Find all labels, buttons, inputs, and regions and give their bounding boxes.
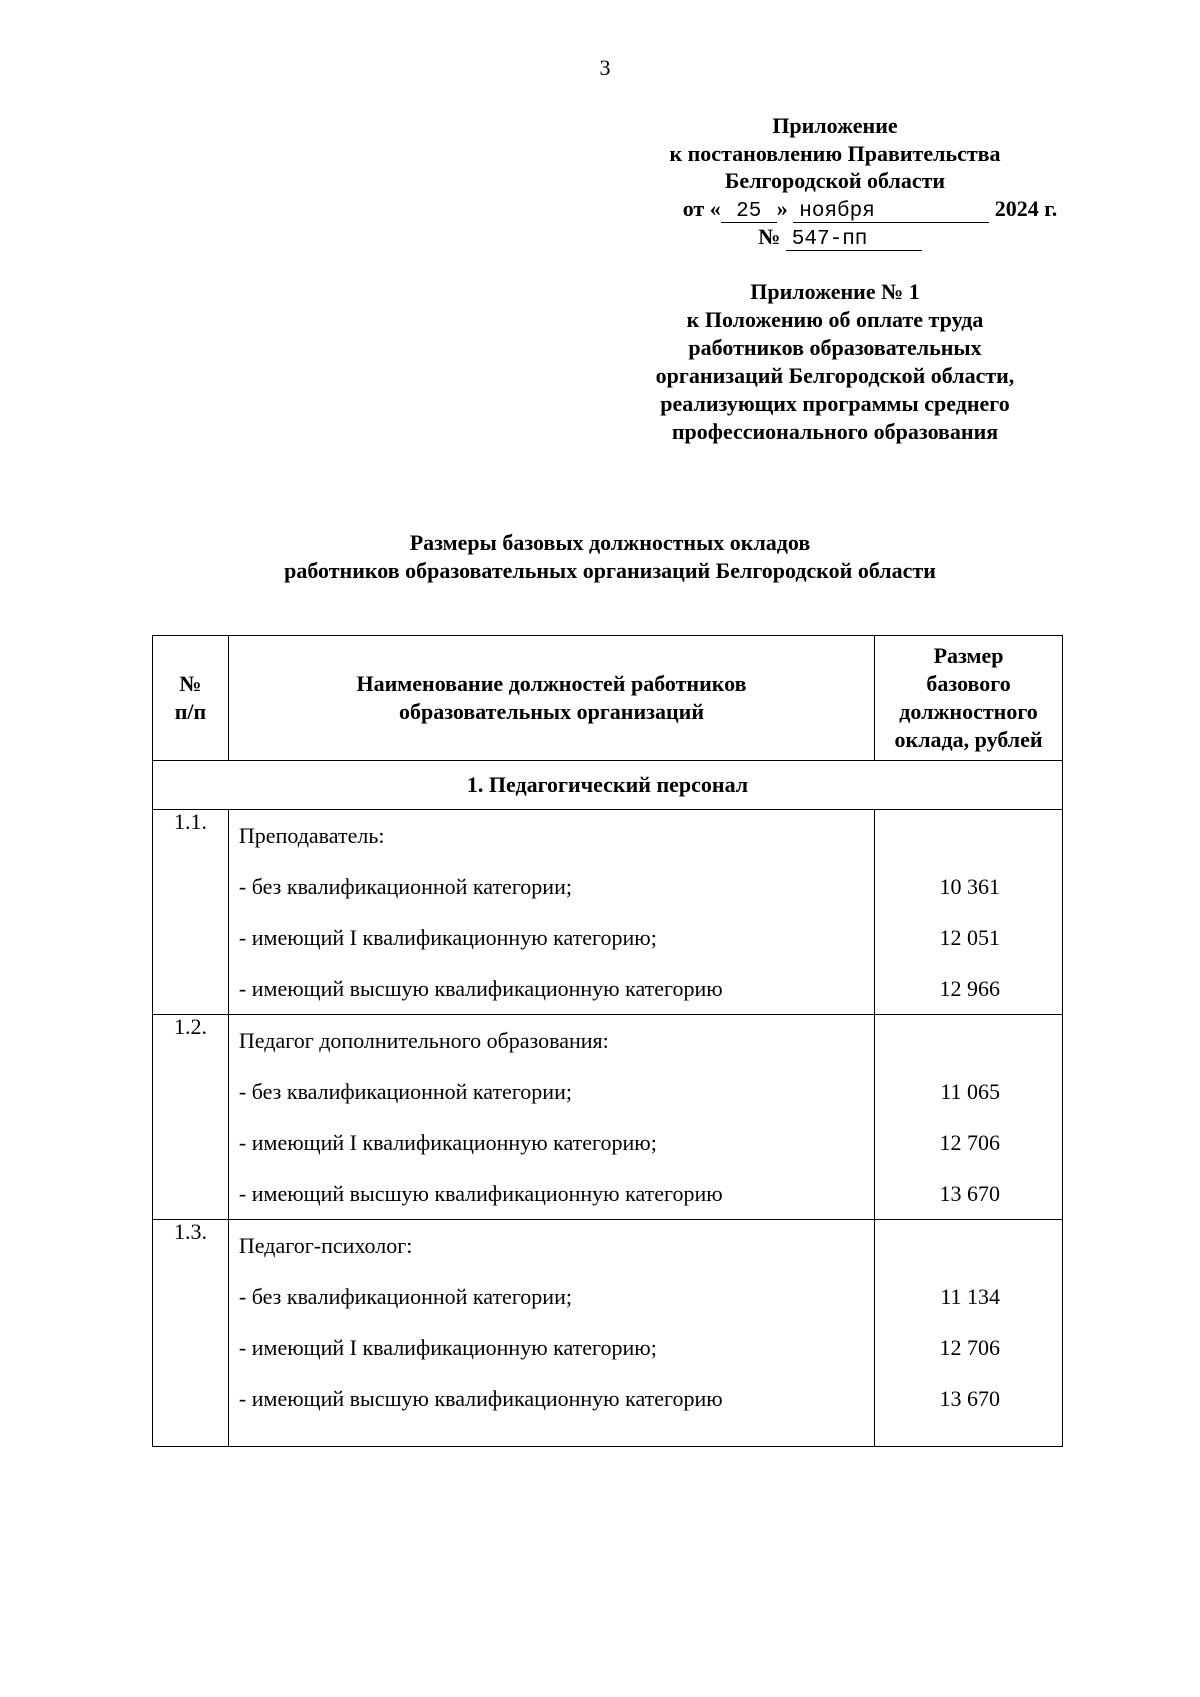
title-line: Размеры базовых должностных окладов [409,530,811,555]
date-day: 25 [721,202,777,223]
salary-value: 12 706 [939,1130,1000,1155]
table-row [153,1220,1063,1447]
approval-line: к постановлению Правительства [669,140,1001,166]
appendix-block [600,278,1070,446]
position-name: - имеющий I квалификационную категорию; [238,925,657,950]
position-cell [228,810,874,1015]
salary-value: 10 361 [939,874,1000,899]
position-name: - имеющий высшую квалификационную категорию [238,1181,723,1206]
salary-cell [875,810,1063,1015]
row-number: 1.3. [153,1220,229,1447]
salary-table [152,635,1063,1447]
title-line: работников образовательных организаций Белгородской области [284,558,936,583]
salary-value: 13 670 [939,1181,1000,1206]
group-title: Преподаватель: [238,823,385,848]
appendix-line: Приложение № 1 [750,279,920,304]
date-year: 2024 г. [994,195,1058,221]
header-num: № п/п [153,636,229,761]
document-title [150,529,1070,585]
approval-date [600,195,1070,223]
salary-value: 12 051 [939,925,1000,950]
row-number: 1.1. [153,810,229,1015]
table-header-row [153,636,1063,761]
number-label: № [758,223,781,249]
position-name: - имеющий I квалификационную категорию; [238,1130,657,1155]
salary-value: 12 706 [939,1335,1000,1360]
salary-value: 11 134 [940,1284,1000,1309]
appendix-line: работников образовательных [688,335,982,360]
salary-value: 12 966 [939,976,1000,1001]
date-prefix: от « [682,195,721,221]
position-name: - имеющий высшую квалификационную категорию [238,1386,723,1411]
group-title: Педагог-психолог: [238,1233,413,1258]
position-name: - без квалификационной категории; [238,874,572,899]
section-title: 1. Педагогический персонал [153,761,1063,810]
approval-number [600,223,1070,251]
document-number: 547-пп [786,230,922,251]
position-cell [228,1220,874,1447]
position-cell [228,1015,874,1220]
salary-value: 13 670 [939,1386,1000,1411]
appendix-line: профессионального образования [671,419,999,444]
approval-line: Приложение [772,113,898,138]
group-title: Педагог дополнительного образования: [238,1028,609,1053]
header-name: Наименование должностей работников образовательных организаций [228,636,874,761]
appendix-line: организаций Белгородской области, [655,363,1015,388]
date-mid: » [776,195,788,221]
salary-cell [875,1220,1063,1447]
appendix-line: к Положению об оплате труда [686,307,984,332]
date-month: ноября [793,202,989,223]
approval-line: Белгородской области [724,168,946,193]
row-number: 1.2. [153,1015,229,1220]
position-name: - без квалификационной категории; [238,1079,572,1104]
position-name: - имеющий I квалификационную категорию; [238,1335,657,1360]
section-row [153,761,1063,810]
salary-value: 11 065 [940,1079,1000,1104]
header-salary: Размер базового должностного оклада, рублей [875,636,1063,761]
position-name: - без квалификационной категории; [238,1284,572,1309]
page-number: 3 [599,55,611,80]
appendix-line: реализующих программы среднего [660,391,1010,416]
salary-cell [875,1015,1063,1220]
table-row [153,810,1063,1015]
approval-block [600,112,1070,251]
position-name: - имеющий высшую квалификационную категорию [238,976,723,1001]
table-row [153,1015,1063,1220]
